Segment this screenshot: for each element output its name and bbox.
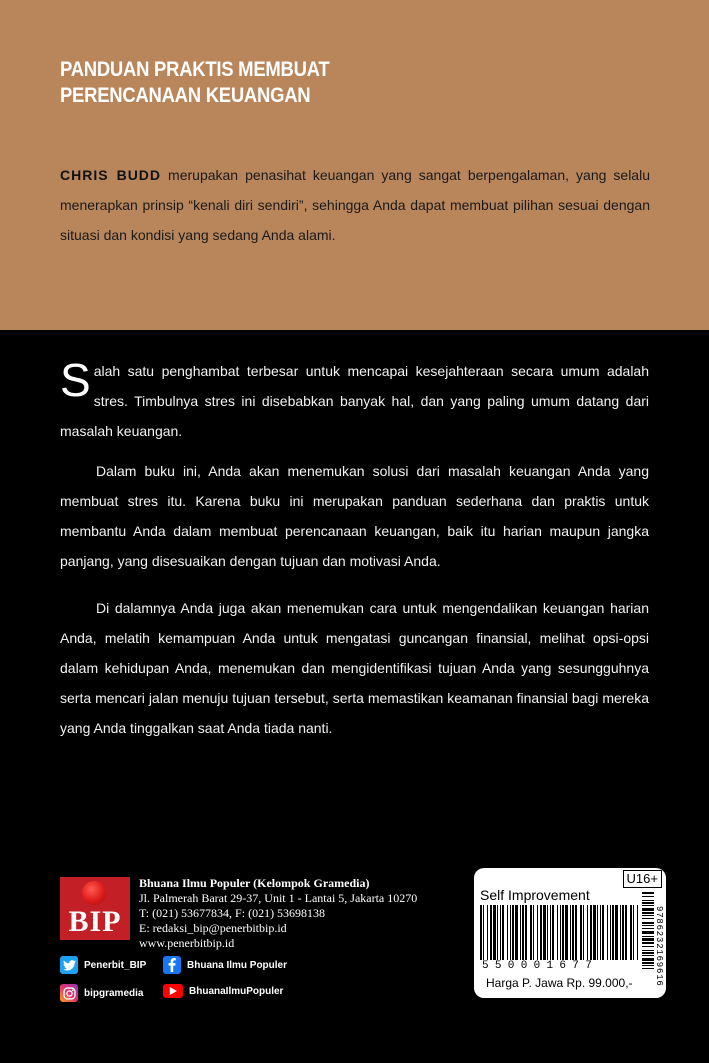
blurb-paragraph-1 <box>60 356 649 446</box>
instagram-handle: bipgramedia <box>84 987 144 999</box>
social-youtube <box>163 984 283 998</box>
title-line-1: PANDUAN PRAKTIS MEMBUAT <box>60 58 330 81</box>
author-name: CHRIS BUDD <box>60 167 162 183</box>
age-rating-badge: U16+ <box>623 870 662 888</box>
barcode-digits: 550001677 <box>482 960 599 972</box>
drop-cap: S <box>60 354 91 406</box>
logo-text: BIP <box>68 905 122 938</box>
blurb-paragraph-1-text: alah satu penghambat terbesar untuk mencapai kesejahteraan secara umum adalah stres. Timbulnya stres ini disebabkan banyak hal, dan yang paling umum datang dari masalah keuangan. <box>60 363 649 439</box>
youtube-icon <box>163 984 183 998</box>
book-category: Self Improvement <box>480 887 590 903</box>
youtube-handle: BhuanaIlmuPopuler <box>189 985 284 997</box>
social-facebook <box>163 956 287 974</box>
author-intro-text: merupakan penasihat keuangan yang sangat berpengalaman, yang selalu menerapkan prinsip “kenali diri sendiri”, sehingga Anda dapat membuat pilihan sesuai dengan situasi dan kondisi yang sedang Anda alami. <box>60 167 650 243</box>
blurb-paragraph-3: Di dalamnya Anda juga akan menemukan cara untuk mengendalikan keuangan harian Anda, melatih kemampuan Anda untuk mengatasi guncangan finansial, melihat opsi-opsi dalam kehidupan Anda, menemukan dan mengidentifikasi tujuan Anda yang sesungguhnya serta mencari jalan menuju tujuan tersebut, serta memastikan keamanan finansial bagi mereka yang Anda tinggalkan saat Anda tiada nanti. <box>60 600 649 736</box>
blurb-paragraph-2: Dalam buku ini, Anda akan menemukan solusi dari masalah keuangan Anda yang membuat stres itu. Karena buku ini merupakan panduan sederhana dan praktis untuk membantu Anda dalam membuat perencanaan keuangan, baik itu harian maupun jangka panjang, yang disesuaikan dengan tujuan dan motivasi Anda. <box>60 463 649 569</box>
social-instagram <box>60 984 143 1002</box>
top-band <box>0 0 709 330</box>
title-line-2: PERENCANAAN KEUANGAN <box>60 84 311 107</box>
barcode-bars-icon <box>480 905 638 960</box>
facebook-icon <box>163 956 181 974</box>
social-twitter <box>60 956 146 974</box>
twitter-icon <box>60 956 78 974</box>
publisher-logo <box>60 877 130 940</box>
facebook-handle: Bhuana Ilmu Populer <box>187 959 288 971</box>
logo-red-dot-icon <box>82 881 106 905</box>
barcode-label <box>474 868 666 998</box>
book-title <box>60 57 329 109</box>
publisher-phone: T: (021) 53677834, F: (021) 53698138 <box>139 906 326 920</box>
twitter-handle: Penerbit_BIP <box>84 959 147 971</box>
instagram-icon <box>60 984 78 1002</box>
publisher-email: E: redaksi_bip@penerbitbip.id <box>139 921 287 935</box>
isbn-number: 9786232169616 <box>654 906 664 987</box>
publisher-website: www.penerbitbip.id <box>139 936 235 950</box>
publisher-info <box>139 876 417 951</box>
book-price: Harga P. Jawa Rp. 99.000,- <box>486 976 633 990</box>
author-intro <box>60 160 650 250</box>
publisher-address: Jl. Palmerah Barat 29-37, Unit 1 - Lantai 5, Jakarta 10270 <box>139 891 418 905</box>
publisher-name: Bhuana Ilmu Populer (Kelompok Gramedia) <box>139 876 370 890</box>
